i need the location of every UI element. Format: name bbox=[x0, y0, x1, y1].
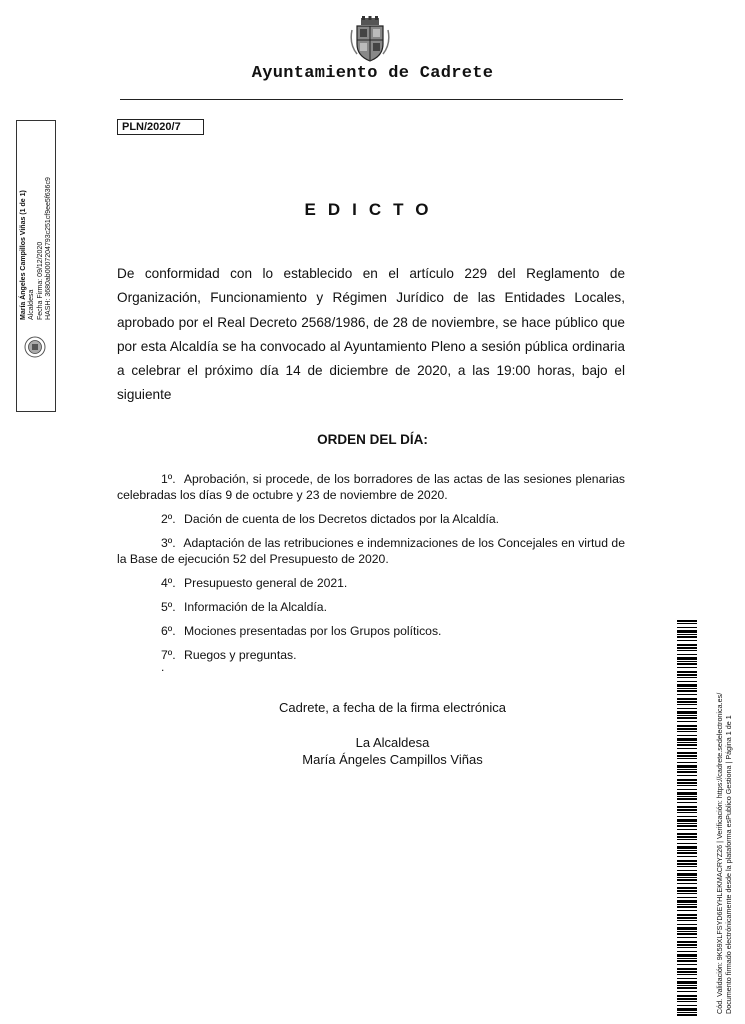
agenda-list bbox=[117, 471, 625, 671]
reference-code: PLN/2020/7 bbox=[117, 119, 204, 135]
intro-paragraph: De conformidad con lo establecido en el artículo 229 del Reglamento de Organización, Funcionamiento y Régimen Jurídico de las Entidades Locales, aprobado por el Real Decreto 2568/1986, de 28 de noviembre, se hace público que por esta Alcaldía se ha convocado al Ayuntamiento Pleno a sesión pública ordinaria a celebrar el próximo día 14 de diciembre de 2020, a las 19:00 horas, bajo el siguiente bbox=[117, 266, 625, 403]
signature-stamp-text bbox=[20, 30, 54, 320]
agenda-item: 3º. Adaptación de las retribuciones e indemnizaciones de los Concejales en virtud de la Base de ejecución 52 del Presupuesto de 2020. bbox=[117, 536, 625, 566]
verification-platform-line: Documento firmado electrónicamente desde la plataforma esPublico Gestiona | Página 1 de 1 bbox=[723, 715, 733, 1014]
coat-of-arms-icon bbox=[349, 16, 391, 62]
closing-signer-role: La Alcaldesa bbox=[355, 735, 430, 750]
agenda-item: 2º. Dación de cuenta de los Decretos dictados por la Alcaldía. bbox=[161, 512, 500, 526]
stamp-date: Fecha Firma: 09/12/2020 bbox=[36, 241, 44, 320]
agenda-item: 4º. Presupuesto general de 2021. bbox=[161, 576, 348, 590]
header-divider bbox=[120, 99, 623, 100]
stamp-role: Alcaldesa bbox=[28, 289, 36, 320]
organization-name: Ayuntamiento de Cadrete bbox=[251, 64, 494, 83]
agenda-trailing-dot: . bbox=[161, 660, 165, 674]
agenda-item: 6º. Mociones presentadas por los Grupos políticos. bbox=[161, 624, 442, 638]
seal-icon bbox=[24, 336, 46, 358]
barcode-icon bbox=[677, 620, 697, 1016]
edict-title: EDICTO bbox=[304, 200, 441, 219]
verification-code-line: Cód. Validación: 9K59XLFSYD6EYHLEKMACRYZ26 | Verificación: https://cadrete.sedelectronica.es/ bbox=[715, 692, 724, 1014]
agenda-item: 7º. Ruegos y preguntas. bbox=[161, 648, 297, 662]
closing-signer-name: María Ángeles Campillos Viñas bbox=[302, 752, 483, 767]
agenda-item: 1º. Aprobación, si procede, de los borradores de las actas de las sesiones plenarias celebradas los días 9 de octubre y 23 de noviembre de 2020. bbox=[117, 472, 625, 502]
agenda-item: 5º. Información de la Alcaldía. bbox=[161, 600, 327, 614]
closing-place-date: Cadrete, a fecha de la firma electrónica bbox=[279, 700, 506, 715]
verification-text bbox=[716, 664, 734, 1014]
stamp-hash: HASH: 3680ab0007204793c251cf9ee5f636c9 bbox=[45, 177, 53, 320]
agenda-title: ORDEN DEL DÍA: bbox=[317, 432, 428, 447]
stamp-signer: María Ángeles Campillos Viñas (1 de 1) bbox=[20, 190, 27, 320]
